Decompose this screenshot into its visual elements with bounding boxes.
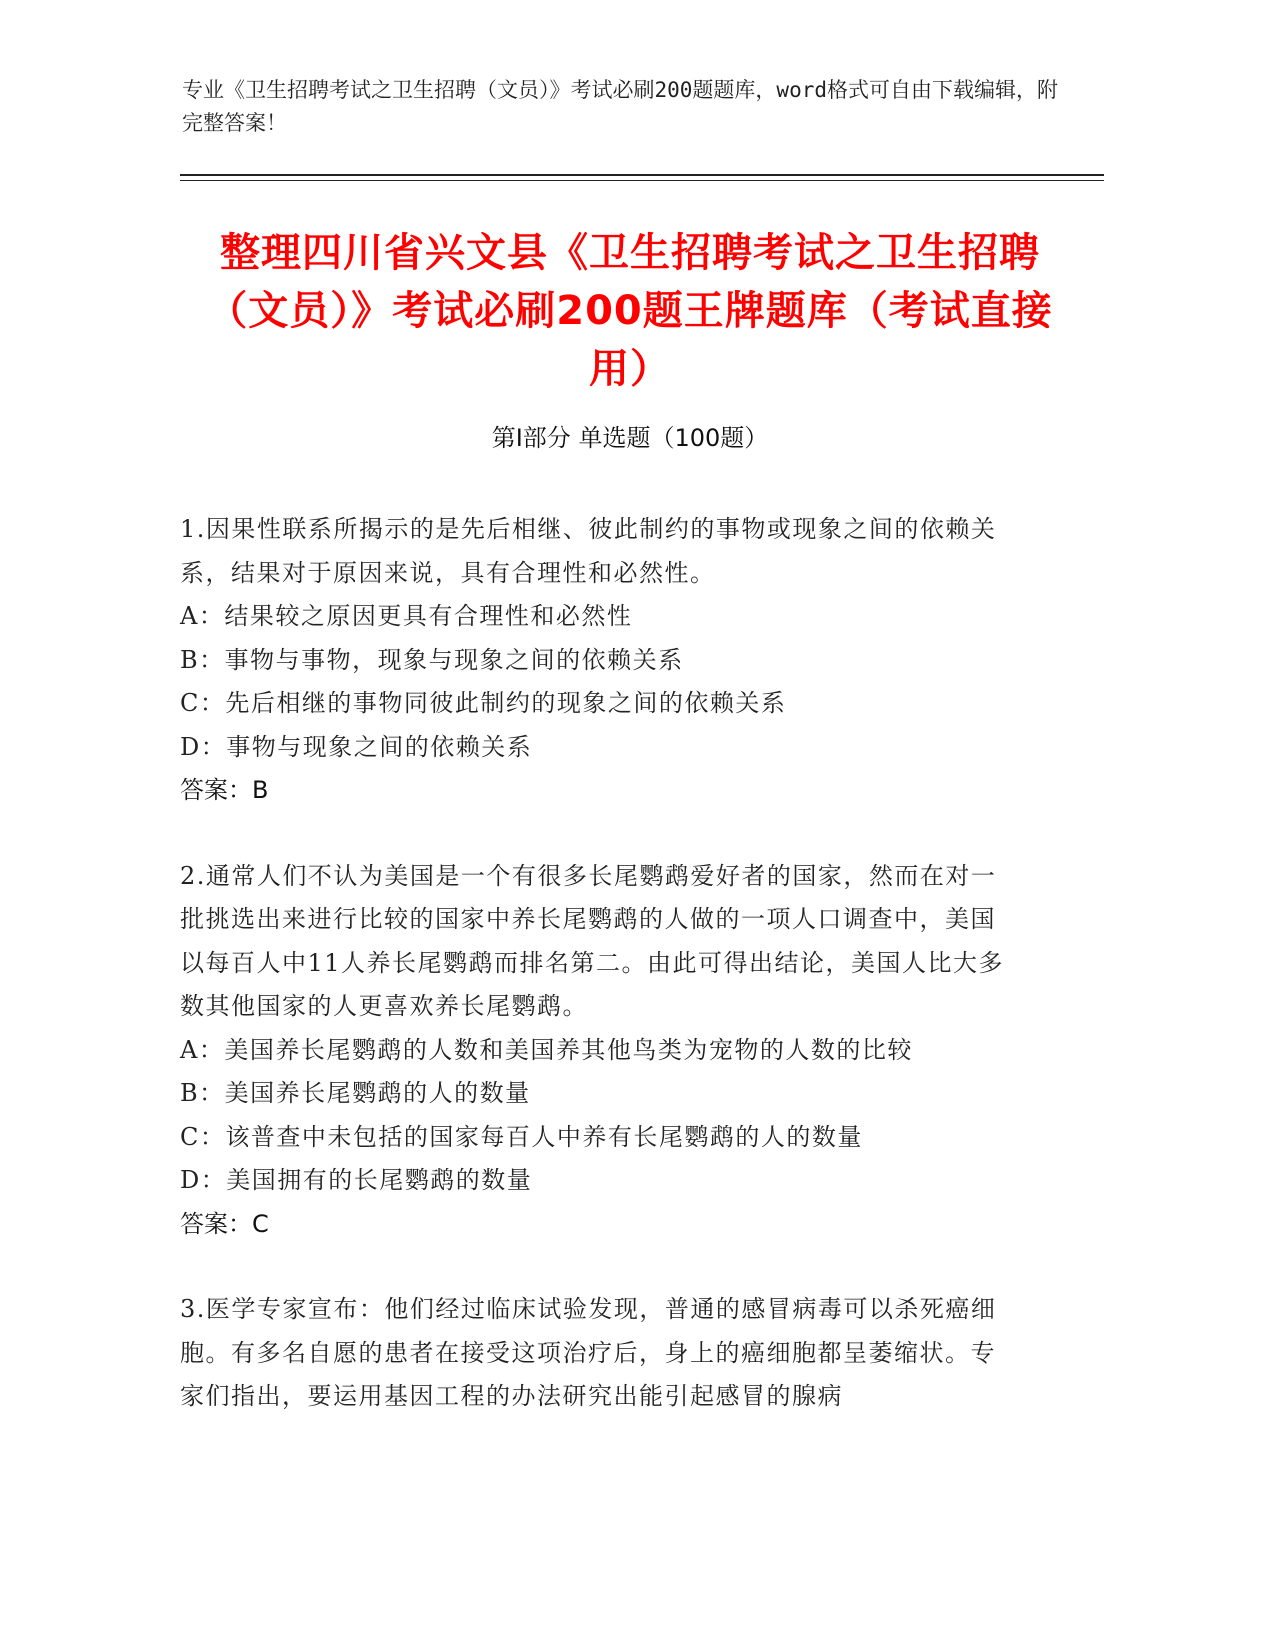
option-d: D：事物与现象之间的依赖关系: [180, 732, 533, 761]
question-3: [180, 1288, 1020, 1419]
question-1: [180, 508, 1020, 813]
header-divider-thin: [180, 180, 1104, 181]
answer: 答案：B: [180, 776, 269, 804]
document-title: 整理四川省兴文县《卫生招聘考试之卫生招聘（文员）》考试必刷200题王牌题库（考试直接用）: [207, 230, 1053, 392]
question-stem: 3.医学专家宣布：他们经过临床试验发现，普通的感冒病毒可以杀死癌细胞。有多名自愿的患者在接受这项治疗后，身上的癌细胞都呈萎缩状。专家们指出，要运用基因工程的办法研究出能引起感冒的腺病: [180, 1295, 997, 1410]
option-a: A：美国养长尾鹦鹉的人数和美国养其他鸟类为宠物的人数的比较: [180, 1035, 913, 1064]
header-note: 专业《卫生招聘考试之卫生招聘（文员）》考试必刷200题题库，word格式可自由下载编辑，附完整答案！: [182, 78, 1058, 135]
question-2: [180, 855, 1020, 1247]
option-a: A：结果较之原因更具有合理性和必然性: [180, 602, 633, 630]
option-c: C：该普查中未包括的国家每百人中养有长尾鹦鹉的人的数量: [180, 1122, 863, 1151]
option-b: B：美国养长尾鹦鹉的人的数量: [180, 1079, 531, 1107]
question-stem: 2.通常人们不认为美国是一个有很多长尾鹦鹉爱好者的国家，然而在对一批挑选出来进行比较的国家中养长尾鹦鹉的人做的一项人口调查中，美国以每百人中11人养长尾鹦鹉而排名第二。由此可得出结论，美国人比大多数其他国家的人更喜欢养长尾鹦鹉。: [180, 861, 1005, 1020]
question-list: [180, 508, 1020, 1461]
answer: 答案：C: [180, 1209, 269, 1238]
option-c: C：先后相继的事物同彼此制约的现象之间的依赖关系: [180, 689, 787, 717]
header-divider-thick: [180, 174, 1104, 176]
option-d: D：美国拥有的长尾鹦鹉的数量: [180, 1166, 533, 1194]
section-title: 第I部分 单选题（100题）: [491, 424, 769, 452]
option-b: B：事物与事物，现象与现象之间的依赖关系: [180, 645, 684, 674]
question-stem: 1.因果性联系所揭示的是先后相继、彼此制约的事物或现象之间的依赖关系，结果对于原因来说，具有合理性和必然性。: [180, 515, 997, 587]
